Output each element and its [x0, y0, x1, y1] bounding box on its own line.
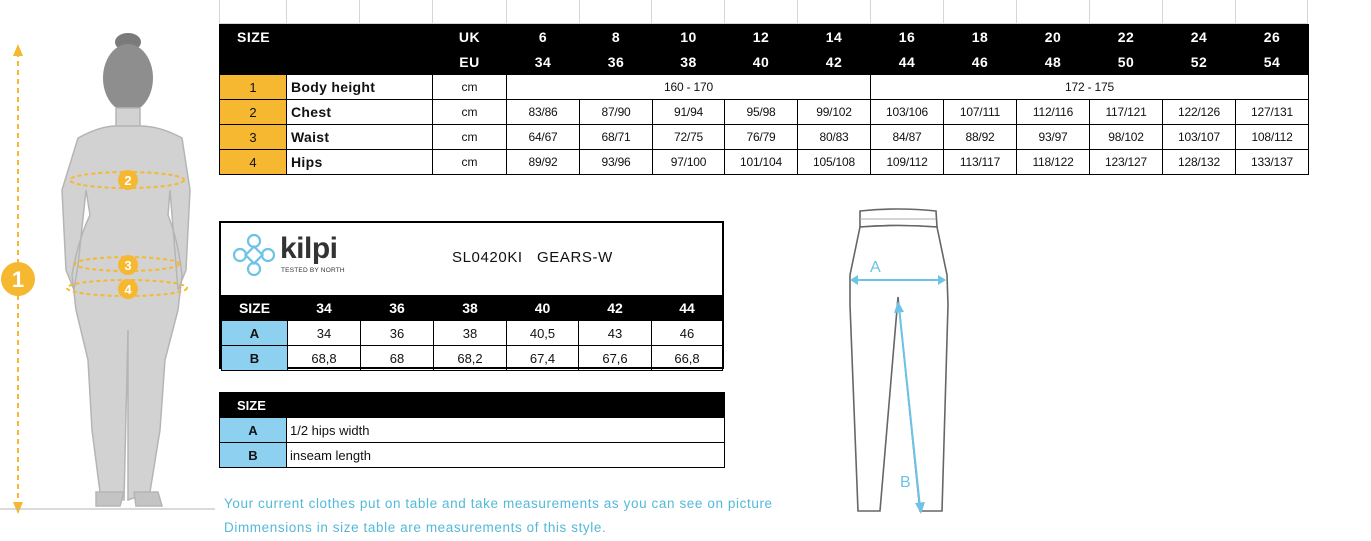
row-number: 2	[220, 100, 287, 125]
size-table	[219, 24, 1309, 175]
uk-size: 12	[725, 25, 798, 50]
row-label: Chest	[287, 100, 433, 125]
table-cell: 46	[652, 321, 723, 346]
table-cell: 133/137	[1236, 150, 1309, 175]
table-cell: 68/71	[580, 125, 653, 150]
row-unit: cm	[433, 100, 507, 125]
eu-size: 44	[871, 50, 944, 75]
table-cell: 101/104	[725, 150, 798, 175]
table-cell: 84/87	[871, 125, 944, 150]
size-header: SIZE	[220, 25, 433, 50]
table-cell: 127/131	[1236, 100, 1309, 125]
svg-text:3: 3	[124, 258, 132, 273]
table-cell: 67,6	[579, 346, 652, 371]
row-number: 3	[220, 125, 287, 150]
table-row-a	[222, 321, 723, 346]
table-cell: 117/121	[1090, 100, 1163, 125]
svg-text:4: 4	[124, 282, 132, 297]
legend-key: B	[220, 443, 287, 468]
pants-figure	[836, 205, 961, 520]
brand-name: kilpi	[280, 232, 338, 265]
table-cell: 83/86	[507, 100, 580, 125]
table-row-hips	[220, 150, 1309, 175]
table-row-body-height	[220, 75, 1309, 100]
legend-table	[219, 392, 725, 468]
product-size-header-row	[222, 296, 723, 321]
table-cell: 93/96	[580, 150, 653, 175]
size-header: SIZE	[222, 296, 288, 321]
table-cell: 99/102	[798, 100, 871, 125]
table-cell: 64/67	[507, 125, 580, 150]
table-cell: 80/83	[798, 125, 871, 150]
table-cell: 91/94	[653, 100, 725, 125]
table-row-b	[222, 346, 723, 371]
marker-1	[1, 262, 35, 296]
pants-label-b: B	[900, 474, 911, 491]
product-name: GEARS-W	[537, 249, 613, 266]
table-cell: 68,8	[288, 346, 361, 371]
table-row-waist	[220, 125, 1309, 150]
table-cell: 36	[361, 321, 434, 346]
brand-tagline: TESTED BY NORTH	[281, 267, 345, 274]
eu-size: 46	[944, 50, 1017, 75]
uk-label: UK	[433, 25, 507, 50]
table-cell: 103/106	[871, 100, 944, 125]
uk-size: 8	[580, 25, 653, 50]
table-row-chest	[220, 100, 1309, 125]
table-cell: 122/126	[1163, 100, 1236, 125]
height-range: 160 - 170	[507, 75, 871, 100]
ghost-grid	[219, 0, 1308, 24]
table-cell: 118/122	[1017, 150, 1090, 175]
table-cell: 89/92	[507, 150, 580, 175]
legend-key: A	[220, 418, 287, 443]
size-cell: 34	[288, 296, 361, 321]
table-cell: 95/98	[725, 100, 798, 125]
size-cell: 38	[434, 296, 507, 321]
height-range: 172 - 175	[871, 75, 1309, 100]
table-cell: 68,2	[434, 346, 507, 371]
size-cell: 44	[652, 296, 723, 321]
uk-size: 20	[1017, 25, 1090, 50]
table-cell: 67,4	[507, 346, 579, 371]
uk-size: 22	[1090, 25, 1163, 50]
svg-text:1: 1	[11, 267, 25, 292]
legend-desc: inseam length	[287, 443, 725, 468]
table-cell: 76/79	[725, 125, 798, 150]
row-label: Hips	[287, 150, 433, 175]
table-cell: 72/75	[653, 125, 725, 150]
legend-header-row	[220, 393, 725, 418]
legend-desc: 1/2 hips width	[287, 418, 725, 443]
legend-row-a	[220, 418, 725, 443]
eu-size: 52	[1163, 50, 1236, 75]
eu-size: 42	[798, 50, 871, 75]
pants-label-a: A	[870, 259, 881, 276]
table-cell: 128/132	[1163, 150, 1236, 175]
table-cell: 93/97	[1017, 125, 1090, 150]
uk-size: 18	[944, 25, 1017, 50]
uk-size: 14	[798, 25, 871, 50]
eu-size: 36	[580, 50, 653, 75]
table-cell: 103/107	[1163, 125, 1236, 150]
row-label: Body height	[287, 75, 433, 100]
kilpi-logo-icon	[231, 232, 277, 278]
instruction-note: Your current clothes put on table and take measurements as you can see on picture	[224, 496, 773, 511]
uk-header-row	[220, 25, 1309, 50]
row-key: A	[222, 321, 288, 346]
table-cell: 97/100	[653, 150, 725, 175]
table-cell: 105/108	[798, 150, 871, 175]
row-key: B	[222, 346, 288, 371]
row-number: 1	[220, 75, 287, 100]
table-cell: 112/116	[1017, 100, 1090, 125]
table-cell: 87/90	[580, 100, 653, 125]
table-cell: 43	[579, 321, 652, 346]
table-cell: 123/127	[1090, 150, 1163, 175]
eu-header-row	[220, 50, 1309, 75]
table-cell: 109/112	[871, 150, 944, 175]
table-cell: 34	[288, 321, 361, 346]
uk-size: 6	[507, 25, 580, 50]
product-title	[452, 249, 613, 266]
product-code: SL0420KI	[452, 249, 523, 266]
row-unit: cm	[433, 125, 507, 150]
marker-2	[118, 170, 138, 190]
eu-size: 34	[507, 50, 580, 75]
uk-size: 10	[653, 25, 725, 50]
table-cell: 40,5	[507, 321, 579, 346]
row-label: Waist	[287, 125, 433, 150]
product-measure-table	[221, 295, 723, 371]
table-cell: 38	[434, 321, 507, 346]
eu-size: 54	[1236, 50, 1309, 75]
marker-4	[118, 279, 138, 299]
table-cell: 88/92	[944, 125, 1017, 150]
row-unit: cm	[433, 75, 507, 100]
legend-row-b	[220, 443, 725, 468]
table-cell: 107/111	[944, 100, 1017, 125]
eu-size: 40	[725, 50, 798, 75]
body-measure-figure	[0, 30, 215, 515]
marker-3	[118, 255, 138, 275]
table-cell: 66,8	[652, 346, 723, 371]
uk-size: 26	[1236, 25, 1309, 50]
uk-size: 24	[1163, 25, 1236, 50]
table-cell: 98/102	[1090, 125, 1163, 150]
size-cell: 36	[361, 296, 434, 321]
size-cell: 40	[507, 296, 579, 321]
dimension-note: Dimmensions in size table are measurements of this style.	[224, 520, 607, 535]
table-cell: 68	[361, 346, 434, 371]
size-cell: 42	[579, 296, 652, 321]
legend-header: SIZE	[220, 393, 725, 418]
table-cell: 113/117	[944, 150, 1017, 175]
eu-size: 48	[1017, 50, 1090, 75]
uk-size: 16	[871, 25, 944, 50]
eu-label: EU	[433, 50, 507, 75]
row-unit: cm	[433, 150, 507, 175]
eu-size: 38	[653, 50, 725, 75]
row-number: 4	[220, 150, 287, 175]
svg-text:2: 2	[124, 173, 132, 188]
table-cell: 108/112	[1236, 125, 1309, 150]
eu-size: 50	[1090, 50, 1163, 75]
